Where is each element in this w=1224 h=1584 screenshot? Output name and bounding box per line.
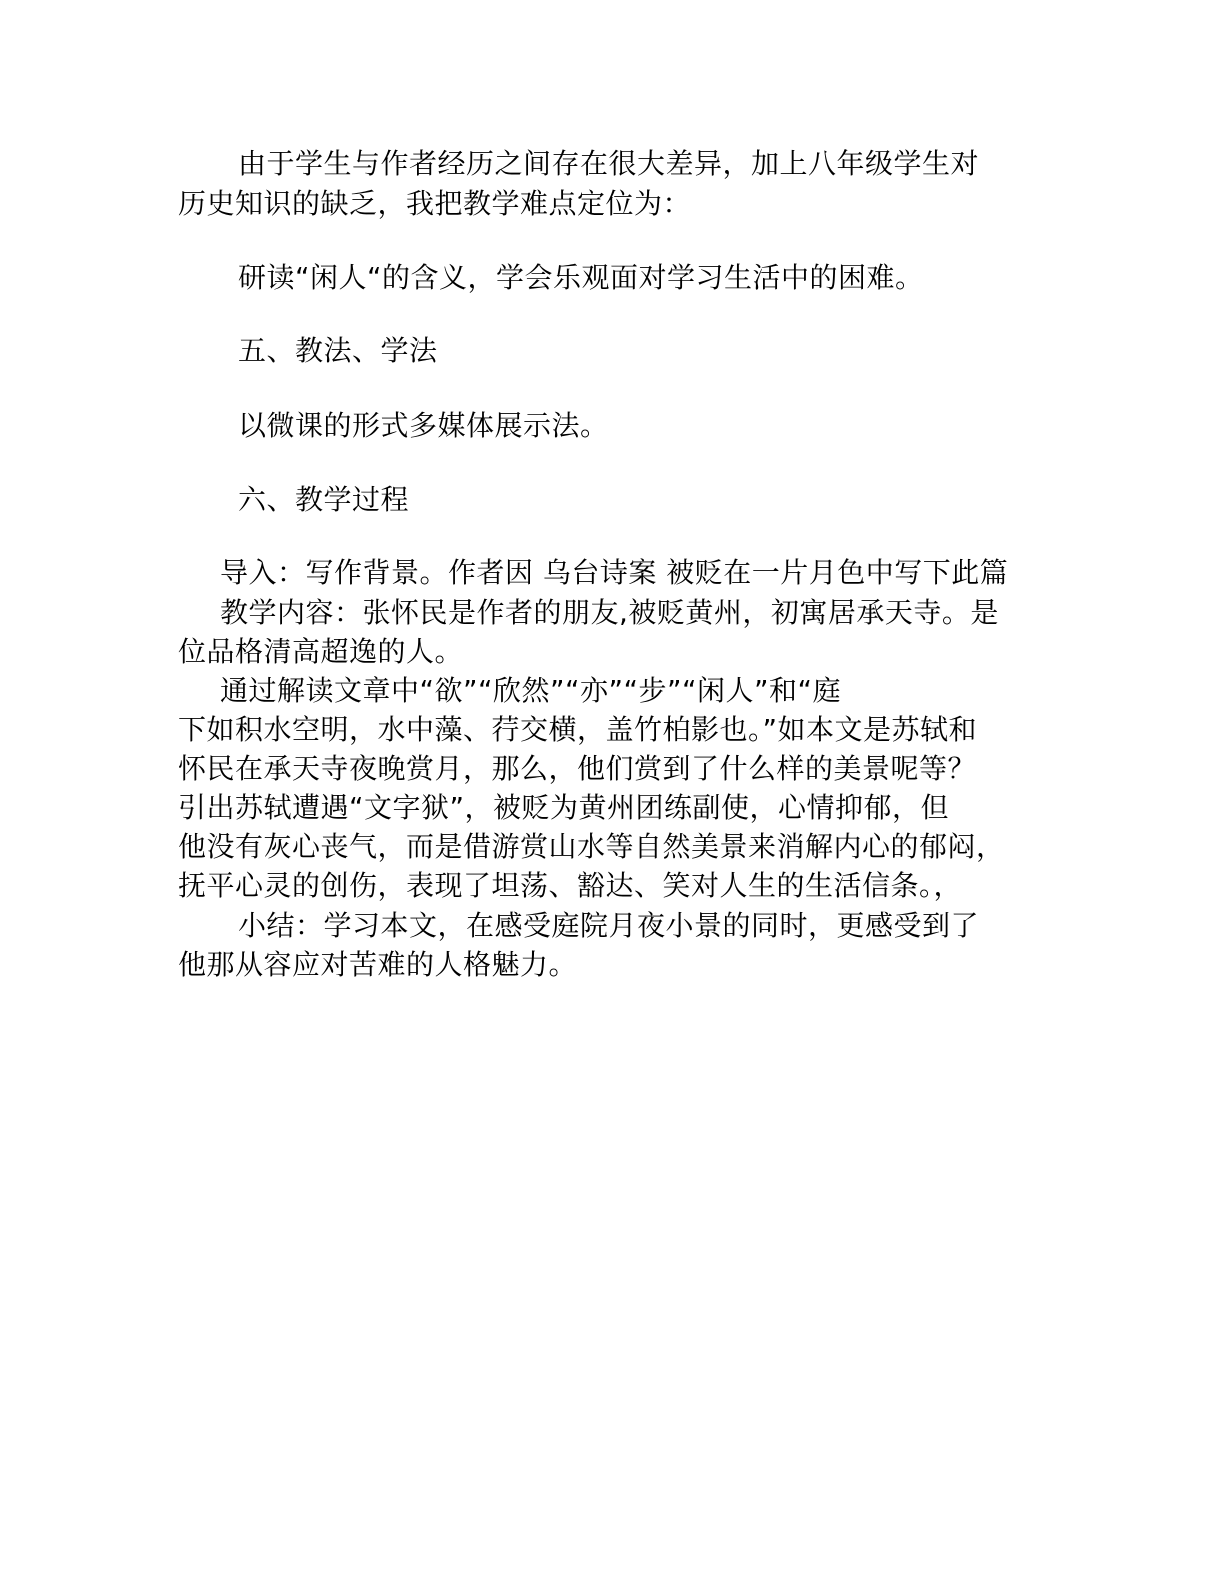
summary-line-2: 他那从容应对苦难的人格魅力。 bbox=[178, 948, 578, 981]
paragraph-difficulty-line-1: 由于学生与作者经历之间存在很大差异，加上八年级学生对 bbox=[238, 147, 980, 180]
section-heading-process: 六、教学过程 bbox=[238, 483, 410, 516]
analysis-line-4: 引出苏轼遭遇“文字狱”，被贬为黄州团练副使，心情抑郁，但 bbox=[178, 791, 950, 824]
analysis-line-6: 抚平心灵的创伤，表现了坦荡、豁达、笑对人生的生活信条。， bbox=[178, 869, 963, 902]
analysis-line-1: 通过解读文章中“欲”“欣然”“亦”“步”“闲人”和“庭 bbox=[220, 674, 842, 707]
analysis-line-3: 怀民在承天寺夜晚赏月，那么，他们赏到了什么样的美景呢等？ bbox=[178, 752, 977, 785]
content-line-2: 位品格清高超逸的人。 bbox=[178, 635, 464, 668]
paragraph-difficulty-line-2: 历史知识的缺乏，我把教学难点定位为： bbox=[178, 187, 692, 220]
content-line-1: 教学内容：张怀民是作者的朋友,被贬黄州，初寓居承天寺。是 bbox=[220, 596, 999, 629]
section-heading-methods: 五、教法、学法 bbox=[238, 334, 438, 367]
summary-line-1: 小结：学习本文，在感受庭院月夜小景的同时，更感受到了 bbox=[238, 909, 980, 942]
analysis-line-2: 下如积水空明，水中藻、荇交横，盖竹柏影也。”如本文是苏轼和 bbox=[178, 713, 978, 746]
intro-line: 导入：写作背景。作者因 乌台诗案 被贬在一片月色中写下此篇 bbox=[220, 556, 1009, 589]
methods-statement: 以微课的形式多媒体展示法。 bbox=[238, 409, 609, 442]
difficulty-statement: 研读“闲人“的含义，学会乐观面对学习生活中的困难。 bbox=[238, 261, 924, 294]
analysis-line-5: 他没有灰心丧气，而是借游赏山水等自然美景来消解内心的郁闷， bbox=[178, 830, 1005, 863]
